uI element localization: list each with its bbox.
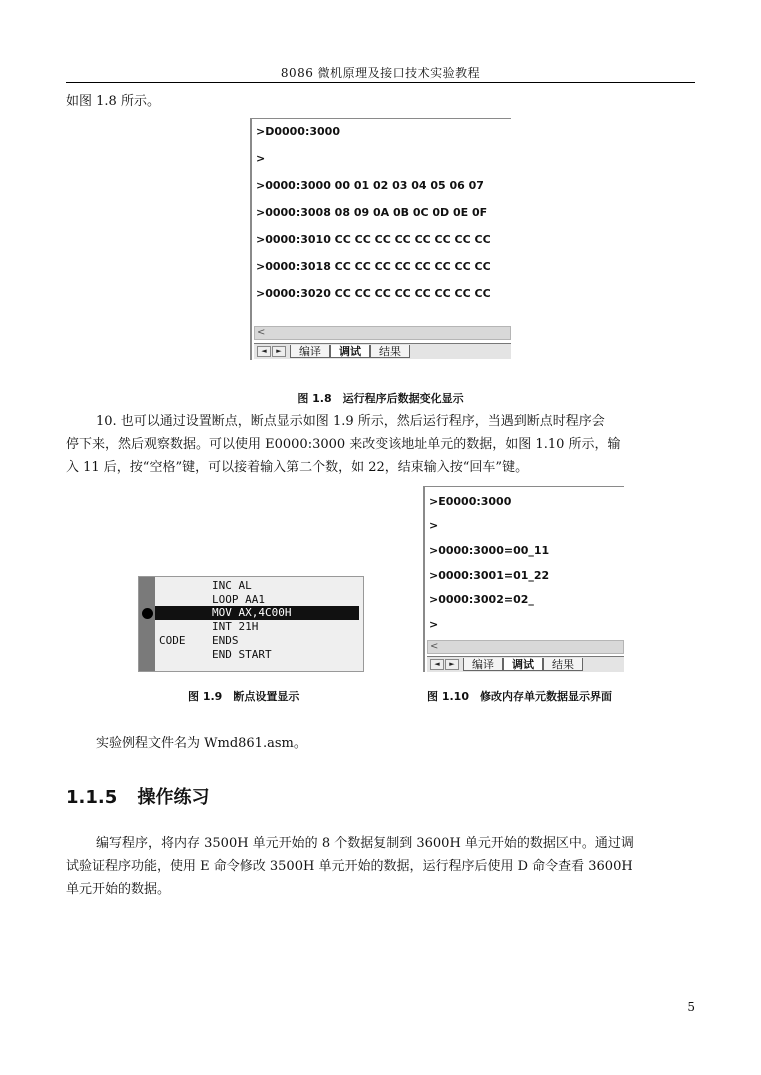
figure-1-8-caption: 图 1.8 运行程序后数据变化显示 — [297, 392, 464, 405]
para-10-line-3: 入 11 后，按“空格”键，可以接着输入第二个数，如 22，结束输入按“回车”键。 — [66, 460, 529, 475]
console-line: >0000:3002=02_ — [429, 593, 534, 606]
console-line: >0000:3000=00_11 — [429, 544, 550, 557]
horizontal-scrollbar[interactable] — [427, 640, 624, 654]
page-number: 5 — [687, 1000, 695, 1014]
exercise-line-2: 试验证程序功能，使用 E 命令修改 3500H 单元开始的数据，运行程序后使用 D 命令查看 3600H — [66, 859, 633, 874]
console-line: > — [429, 519, 439, 532]
figure-1-8-console — [250, 118, 511, 360]
tab-debug[interactable]: 调试 — [330, 345, 370, 358]
header-rule — [66, 82, 695, 83]
tab-nav-right-icon[interactable]: ► — [445, 659, 459, 670]
para-10-line-2: 停下来，然后观察数据。可以使用 E0000:3000 来改变该地址单元的数据，如图 1.10 所示，输 — [66, 437, 621, 452]
tab-debug[interactable]: 调试 — [503, 658, 543, 671]
console-line: >E0000:3000 — [429, 495, 512, 508]
tab-nav-left-icon[interactable]: ◄ — [430, 659, 444, 670]
console-line: > — [256, 152, 266, 165]
scroll-left-icon[interactable]: < — [257, 327, 266, 338]
code-line-highlighted: MOV AX,4C00H — [155, 606, 359, 620]
code-line: END START — [159, 648, 272, 661]
code-line: LOOP AA1 — [159, 593, 265, 606]
code-line: INT 21H — [159, 620, 259, 633]
example-file-text: 实验例程文件名为 Wmd861.asm。 — [96, 736, 307, 751]
console-line: >0000:3001=01_22 — [429, 569, 550, 582]
console-line: > — [429, 618, 439, 631]
tab-nav-left-icon[interactable]: ◄ — [257, 346, 271, 357]
tab-result[interactable]: 结果 — [543, 658, 583, 671]
figure-1-10-console — [423, 486, 624, 672]
breakpoint-gutter[interactable] — [139, 577, 155, 671]
tab-compile[interactable]: 编译 — [290, 345, 330, 358]
figure-1-9-caption: 图 1.9 断点设置显示 — [188, 690, 300, 703]
tab-result[interactable]: 结果 — [370, 345, 410, 358]
running-header: 8086 微机原理及接口技术实验教程 — [280, 66, 481, 80]
console-line: >0000:3010 CC CC CC CC CC CC CC CC — [256, 233, 491, 246]
section-heading — [66, 783, 210, 809]
console-line: >D0000:3000 — [256, 125, 340, 138]
tab-bar — [427, 656, 624, 672]
breakpoint-icon[interactable] — [142, 608, 153, 619]
para-10-line-1: 10. 也可以通过设置断点，断点显示如图 1.9 所示，然后运行程序，当遇到断点时程序会 — [96, 414, 605, 429]
code-line: INC AL — [159, 579, 252, 592]
tab-compile[interactable]: 编译 — [463, 658, 503, 671]
section-number: 1.1.5 — [66, 787, 118, 808]
console-line: >0000:3000 00 01 02 03 04 05 06 07 — [256, 179, 484, 192]
section-title: 操作练习 — [137, 787, 210, 808]
scroll-left-icon[interactable]: < — [430, 641, 439, 652]
console-line: >0000:3018 CC CC CC CC CC CC CC CC — [256, 260, 491, 273]
intro-text: 如图 1.8 所示。 — [66, 94, 160, 109]
console-line: >0000:3008 08 09 0A 0B 0C 0D 0E 0F — [256, 206, 488, 219]
figure-1-9-code-window — [138, 576, 364, 672]
tab-bar — [254, 343, 511, 359]
tab-nav-right-icon[interactable]: ► — [272, 346, 286, 357]
exercise-line-1: 编写程序，将内存 3500H 单元开始的 8 个数据复制到 3600H 单元开始的数据区中。通过调 — [96, 836, 634, 851]
code-line: CODE ENDS — [159, 634, 239, 647]
horizontal-scrollbar[interactable] — [254, 326, 511, 340]
figure-1-10-caption: 图 1.10 修改内存单元数据显示界面 — [427, 690, 612, 703]
console-line: >0000:3020 CC CC CC CC CC CC CC CC — [256, 287, 491, 300]
exercise-line-3: 单元开始的数据。 — [66, 882, 171, 897]
